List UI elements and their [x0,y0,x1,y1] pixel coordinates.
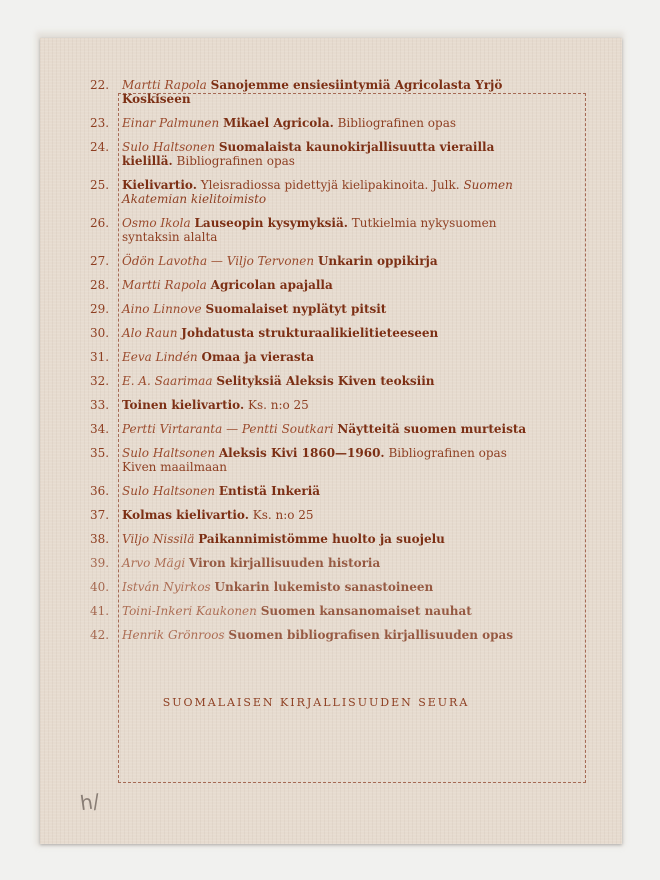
list-item [90,398,542,412]
list-item [90,326,542,340]
entry-description: Ks. n:o 25 [247,398,309,412]
entry-text [122,302,542,316]
entry-author: Osmo Ikola [122,216,191,230]
entry-text [122,374,542,388]
entry-text [122,422,542,436]
entry-title: Agricolan apajalla [210,278,333,292]
entry-author: E. A. Saarimaa [122,374,213,388]
list-item [90,350,542,364]
entry-number: 39. [90,556,110,570]
entry-number: 41. [90,604,110,618]
entry-number: 28. [90,278,110,292]
entry-title: Suomen bibliografisen kirjallisuuden opas [228,628,514,642]
entry-number: 42. [90,628,110,642]
entry-text [122,140,542,168]
entry-title: Lauseopin kysymyksiä. [194,216,348,230]
entry-author: Henrik Grönroos [122,628,225,642]
list-item [90,374,542,388]
entry-text [122,580,542,594]
entry-number: 27. [90,254,110,268]
list-item [90,556,542,570]
entry-description: Tutkielmia nykysuomen syntaksin alalta [122,216,497,244]
entry-text [122,508,542,522]
entry-text [122,350,542,364]
entry-number: 36. [90,484,110,498]
list-item [90,140,542,168]
list-item [90,302,542,316]
entry-number: 40. [90,580,110,594]
entry-author: Sulo Haltsonen [122,446,216,460]
entry-author: Einar Palmunen [122,116,220,130]
entry-number: 35. [90,446,110,460]
entry-publisher: Suomen Akatemian kielitoimisto [122,178,513,206]
entry-title: Näytteitä suomen murteista [337,422,527,436]
entry-author: Martti Rapola [122,278,207,292]
entry-text [122,278,542,292]
entry-text [122,116,542,130]
entry-description: Bibliografinen opas [337,116,457,130]
entry-author: Martti Rapola [122,78,207,92]
entry-title: Omaa ja vierasta [201,350,314,364]
entry-description: Bibliografinen opas Kiven maailmaan [122,446,507,474]
entry-number: 31. [90,350,110,364]
entry-text [122,446,542,474]
entry-title: Johdatusta strukturaalikielitieteeseen [181,326,439,340]
list-item [90,116,542,130]
list-item [90,604,542,618]
entry-title: Unkarin oppikirja [317,254,438,268]
entry-text [122,326,542,340]
entry-number: 22. [90,78,110,92]
entry-number: 33. [90,398,110,412]
publication-list [90,78,542,652]
entry-title: Paikannimistömme huolto ja suojelu [198,532,445,546]
entry-text [122,254,542,268]
entry-description: Ks. n:o 25 [252,508,314,522]
entry-number: 32. [90,374,110,388]
entry-title: Selityksiä Aleksis Kiven teoksiin [216,374,435,388]
entry-author: Toini-Inkeri Kaukonen [122,604,257,618]
entry-author: Eeva Lindén [122,350,198,364]
entry-number: 24. [90,140,110,154]
entry-author: Pertti Virtaranta — Pentti Soutkari [122,422,334,436]
entry-author: Viljo Nissilä [122,532,195,546]
entry-text [122,604,542,618]
entry-number: 38. [90,532,110,546]
entry-title: Toinen kielivartio. [122,398,245,412]
entry-description: Bibliografinen opas [176,154,295,168]
list-item [90,422,542,436]
entry-text [122,556,542,570]
entry-title: Suomalaista kaunokirjallisuutta vierailla kielillä. [122,140,495,168]
entry-text [122,216,542,244]
entry-title: Kielivartio. [122,178,197,192]
entry-text [122,78,542,106]
entry-author: Arvo Mägi [122,556,186,570]
entry-author: Aino Linnove [122,302,202,316]
list-item [90,532,542,546]
list-item [90,628,542,642]
entry-title: Unkarin lukemisto sanastoineen [214,580,434,594]
entry-title: Suomalaiset nyplätyt pitsit [205,302,387,316]
entry-title: Mikael Agricola. [223,116,334,130]
entry-title: Sanojemme ensiesiintymiä Agricolasta Yrjö Koskiseen [122,78,503,106]
list-item [90,484,542,498]
pencil-mark: h/ [78,788,101,816]
entry-number: 26. [90,216,110,230]
entry-text [122,628,542,642]
entry-title: Aleksis Kivi 1860—1960. [218,446,385,460]
entry-number: 30. [90,326,110,340]
entry-text [122,484,542,498]
list-item [90,508,542,522]
entry-number: 34. [90,422,110,436]
entry-author: István Nyirkos [122,580,211,594]
entry-author: Sulo Haltsonen [122,140,216,154]
entry-text [122,532,542,546]
publisher-name: SUOMALAISEN KIRJALLISUUDEN SEURA [162,696,470,709]
entry-title: Entistä Inkeriä [218,484,321,498]
entry-author: Alo Raun [122,326,178,340]
list-item [90,278,542,292]
entry-description: Yleisradiossa pidettyjä kielipakinoita. Julk. [200,178,460,192]
entry-title: Suomen kansanomaiset nauhat [260,604,472,618]
entry-title: Viron kirjallisuuden historia [189,556,381,570]
list-item [90,178,542,206]
entry-text [122,178,542,206]
entry-number: 29. [90,302,110,316]
entry-title: Kolmas kielivartio. [122,508,249,522]
list-item [90,78,542,106]
entry-author: Sulo Haltsonen [122,484,216,498]
entry-text [122,398,542,412]
entry-number: 23. [90,116,110,130]
list-item [90,216,542,244]
entry-number: 25. [90,178,110,192]
list-item [90,446,542,474]
list-item [90,580,542,594]
entry-number: 37. [90,508,110,522]
list-item [90,254,542,268]
entry-author: Ödön Lavotha — Viljo Tervonen [122,254,315,268]
